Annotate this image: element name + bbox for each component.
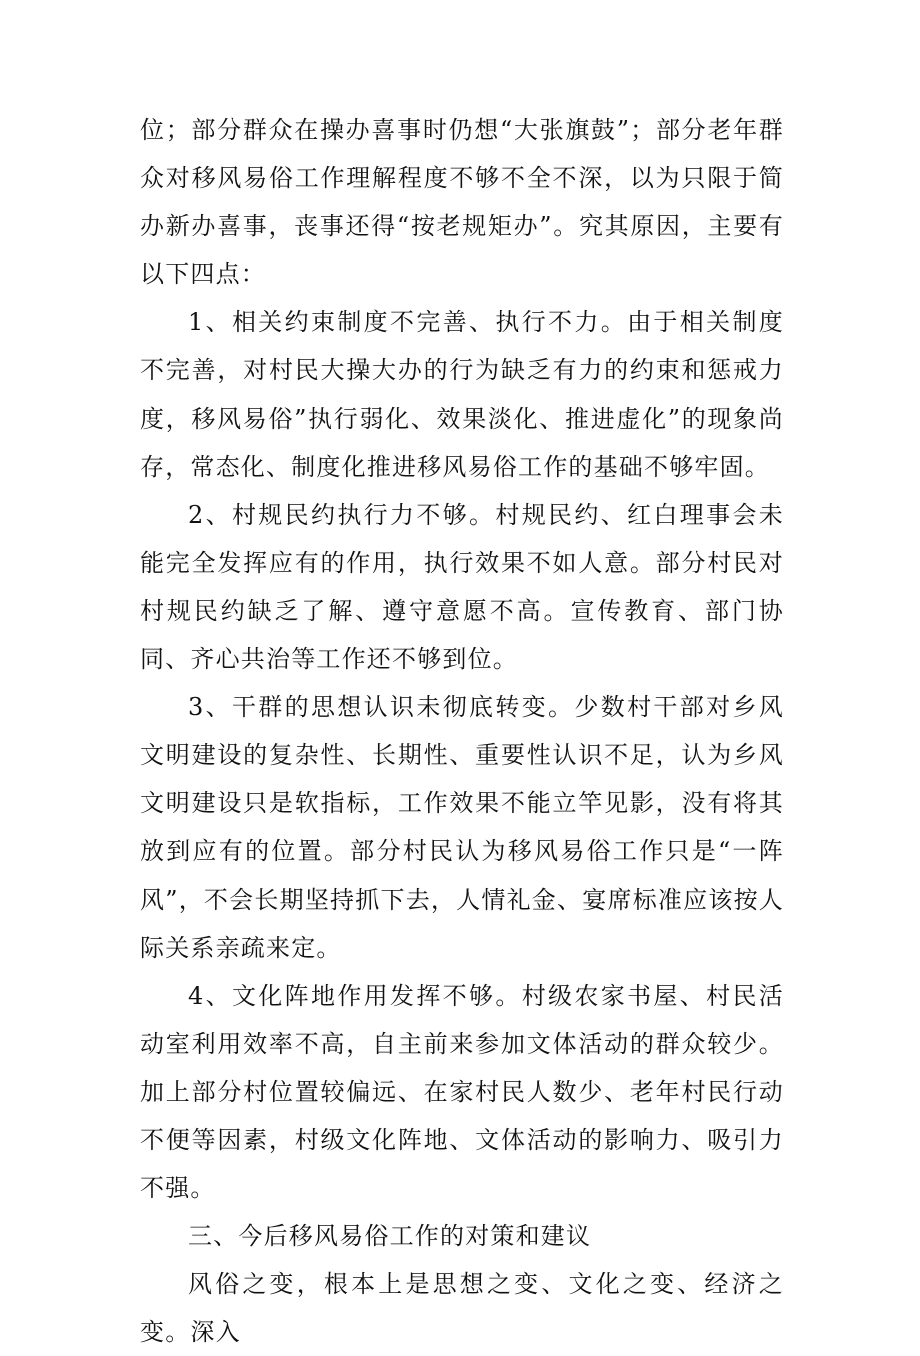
paragraph-reason-2: 2、村规民约执行力不够。村规民约、红白理事会未能完全发挥应有的作用，执行效果不如人意。部分村民对村规民约缺乏了解、遵守意愿不高。宣传教育、部门协同、齐心共治等工作还不够到位。 [140,500,784,674]
paragraph-reason-3: 3、干群的思想认识未彻底转变。少数村干部对乡风文明建设的复杂性、长期性、重要性认识不足，认为乡风文明建设只是软指标，工作效果不能立竿见影，没有将其放到应有的位置。部分村民认为移风易俗工作只是“一阵风”，不会长期坚持抓下去，人情礼金、宴席标准应该按人际关系亲疏来定。 [140,693,784,962]
paragraph-reason-1: 1、相关约束制度不完善、执行不力。由于相关制度不完善，对村民大操大办的行为缺乏有力的约束和惩戒力度，移风易俗”执行弱化、效果淡化、推进虚化”的现象尚存，常态化、制度化推进移风易俗工作的基础不够牢固。 [140,308,784,481]
section-heading: 三、今后移风易俗工作的对策和建议 [188,1222,592,1251]
paragraph-section-intro: 风俗之变，根本上是思想之变、文化之变、经济之变。深入 [140,1270,784,1347]
document-body [140,106,784,1356]
paragraph-reason-4: 4、文化阵地作用发挥不够。村级农家书屋、村民活动室利用效率不高，自主前来参加文体活动的群众较少。加上部分村位置较偏远、在家村民人数少、老年村民行动不便等因素，村级文化阵地、文体活动的影响力、吸引力不强。 [140,981,784,1203]
paragraph-continuation: 位；部分群众在操办喜事时仍想“大张旗鼓”；部分老年群众对移风易俗工作理解程度不够不全不深，以为只限于简办新办喜事，丧事还得“按老规矩办”。究其原因，主要有以下四点： [140,116,784,289]
